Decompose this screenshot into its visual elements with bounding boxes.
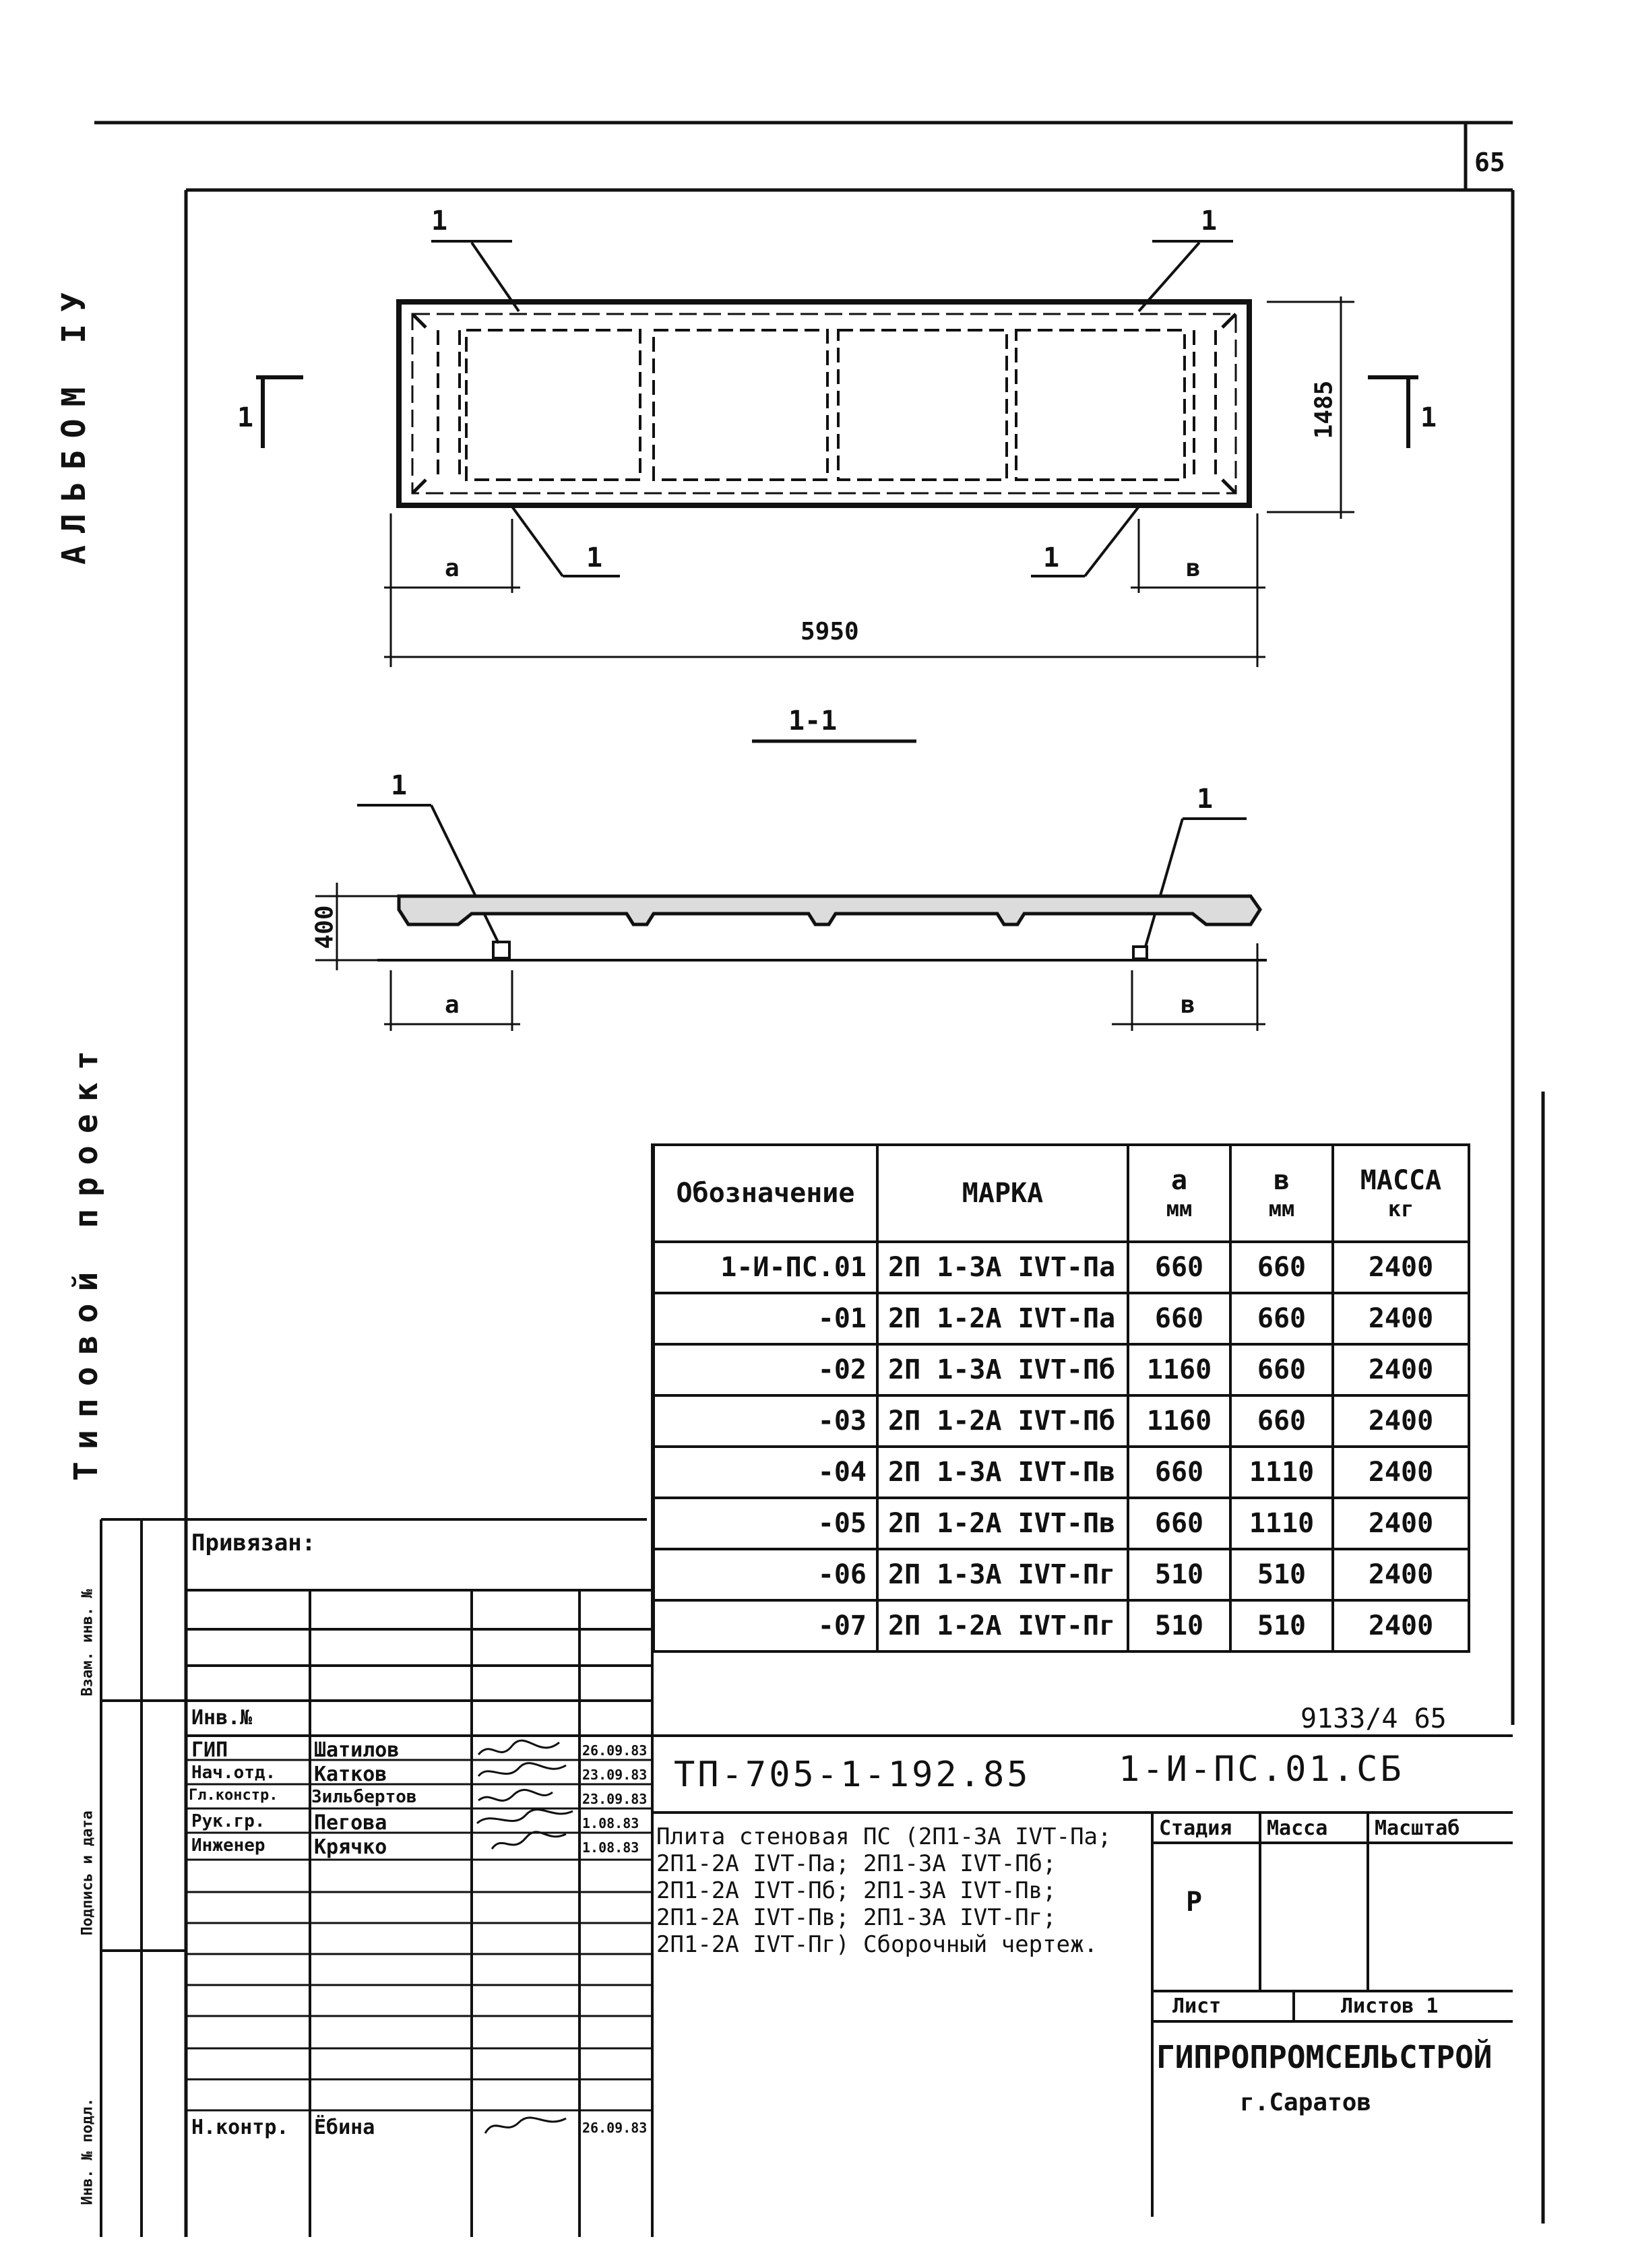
- row-mark: 2П 1-2А IVТ-Па: [877, 1293, 1128, 1344]
- inv-orig-label: Инв. № подл.: [79, 2098, 96, 2205]
- staff-name: Катков: [314, 1763, 387, 1786]
- stage-label: Стадия: [1159, 1817, 1232, 1840]
- document-code: 1-И-ПС.01.СБ: [1119, 1749, 1404, 1790]
- sign-date-label: Подпись и дата: [79, 1810, 96, 1936]
- row-designation: -02: [654, 1344, 877, 1395]
- row-b: 510: [1230, 1549, 1333, 1600]
- plan-dim-length: 5950: [801, 618, 859, 645]
- row-a: 510: [1128, 1549, 1230, 1600]
- staff-role: Гл.констр.: [189, 1787, 278, 1804]
- section-dim-a: a: [445, 991, 460, 1019]
- spec-header-designation: Обозначение: [654, 1145, 877, 1242]
- section-mark-left: 1: [237, 402, 254, 433]
- staff-role: Инженер: [191, 1835, 265, 1856]
- document-description: Плита стеновая ПС (2П1-3А IVТ-Па; 2П1-2А IVТ-Па; 2П1-3А IVТ-Пб; 2П1-2А IVТ-Пб; 2П1-3А IVТ-Пв; 2П1-2А IVТ-Пв; 2П1-3А IVТ-Пг; 2П1-2А IVТ-Пг) Сборочный чертеж.: [656, 1823, 1112, 1958]
- staff-name: Пегова: [314, 1811, 387, 1835]
- plan-dim-height: 1485: [1310, 380, 1338, 439]
- row-mass: 2400: [1333, 1242, 1469, 1293]
- sheet-label: Лист: [1172, 1994, 1222, 2018]
- privyazan-label: Привязан:: [191, 1530, 316, 1556]
- row-mass: 2400: [1333, 1447, 1469, 1498]
- row-mark: 2П 1-2А IVТ-Пб: [877, 1395, 1128, 1447]
- row-designation: -07: [654, 1600, 877, 1651]
- table-row: [654, 1498, 1469, 1549]
- row-b: 660: [1230, 1344, 1333, 1395]
- archive-number: 9133/4 65: [1300, 1703, 1447, 1734]
- row-designation: -01: [654, 1293, 877, 1344]
- n-kontr-signature: [478, 2109, 573, 2143]
- section-dim-height: 400: [311, 905, 339, 949]
- staff-date: 1.08.83: [582, 1815, 639, 1831]
- table-row: [654, 1600, 1469, 1651]
- spec-header-a: а мм: [1128, 1145, 1230, 1242]
- section-callout-1-left: 1: [391, 770, 408, 801]
- plan-dim-a: a: [445, 555, 460, 582]
- table-row: [654, 1344, 1469, 1395]
- section-mark-right: 1: [1420, 402, 1437, 433]
- row-a: 660: [1128, 1498, 1230, 1549]
- plan-callout-1-top-right: 1: [1201, 206, 1218, 237]
- row-designation: -06: [654, 1549, 877, 1600]
- row-b: 1110: [1230, 1447, 1333, 1498]
- project-type-label: Типовой проект: [67, 1038, 105, 1481]
- row-b: 660: [1230, 1293, 1333, 1344]
- sheet-number: 65: [1474, 148, 1505, 177]
- row-mass: 2400: [1333, 1344, 1469, 1395]
- inv-zam-label: Взам. инв. №: [79, 1589, 96, 1697]
- row-mark: 2П 1-2А IVТ-Пг: [877, 1600, 1128, 1651]
- spec-header-row: [654, 1145, 1469, 1242]
- plan-callout-1-bottom-left: 1: [586, 542, 603, 573]
- row-b: 660: [1230, 1395, 1333, 1447]
- table-row: [654, 1293, 1469, 1344]
- section-dim-b: в: [1181, 991, 1195, 1019]
- row-mass: 2400: [1333, 1395, 1469, 1447]
- spec-header-mass: МАССА кг: [1333, 1145, 1469, 1242]
- row-designation: -05: [654, 1498, 877, 1549]
- table-row: [654, 1447, 1469, 1498]
- spec-header-b: в мм: [1230, 1145, 1333, 1242]
- plan-callout-1-bottom-right: 1: [1043, 542, 1060, 573]
- staff-date: 1.08.83: [582, 1839, 639, 1856]
- table-row: [654, 1395, 1469, 1447]
- organization-city: г.Саратов: [1240, 2089, 1372, 2116]
- row-designation: -03: [654, 1395, 877, 1447]
- spec-header-mark: МАРКА: [877, 1145, 1128, 1242]
- staff-role: Рук.гр.: [191, 1811, 265, 1831]
- plan-dim-b: в: [1186, 555, 1201, 582]
- staff-role: ГИП: [191, 1738, 228, 1762]
- n-kontr-role: Н.контр.: [191, 2116, 289, 2139]
- row-mark: 2П 1-3А IVТ-Пб: [877, 1344, 1128, 1395]
- row-a: 1160: [1128, 1344, 1230, 1395]
- album-label: АЛЬБОМ IУ: [55, 280, 93, 565]
- staff-name: Зильбертов: [311, 1787, 417, 1807]
- signatures: [472, 1736, 579, 1860]
- table-row: [654, 1242, 1469, 1293]
- sheets-count: Листов 1: [1341, 1994, 1439, 2018]
- staff-date: 23.09.83: [582, 1767, 648, 1783]
- n-kontr-date: 26.09.83: [582, 2120, 648, 2136]
- organization-name: ГИПРОПРОМСЕЛЬСТРОЙ: [1156, 2039, 1493, 2075]
- row-a: 660: [1128, 1293, 1230, 1344]
- row-designation: 1-И-ПС.01: [654, 1242, 877, 1293]
- plan-callout-1-top-left: 1: [431, 206, 448, 237]
- row-b: 1110: [1230, 1498, 1333, 1549]
- specification-table: [652, 1143, 1470, 1653]
- row-a: 660: [1128, 1242, 1230, 1293]
- scale-label: Масштаб: [1375, 1817, 1460, 1840]
- staff-name: Шатилов: [314, 1738, 400, 1762]
- row-mass: 2400: [1333, 1293, 1469, 1344]
- row-b: 660: [1230, 1242, 1333, 1293]
- staff-date: 23.09.83: [582, 1791, 648, 1807]
- row-mass: 2400: [1333, 1549, 1469, 1600]
- table-row: [654, 1549, 1469, 1600]
- row-a: 510: [1128, 1600, 1230, 1651]
- n-kontr-name: Ёбина: [314, 2116, 375, 2139]
- section-title: 1-1: [788, 705, 838, 736]
- row-mass: 2400: [1333, 1600, 1469, 1651]
- row-mark: 2П 1-3А IVТ-Пв: [877, 1447, 1128, 1498]
- staff-name: Крячко: [314, 1835, 387, 1859]
- row-mark: 2П 1-2А IVТ-Пв: [877, 1498, 1128, 1549]
- inv-no-label: Инв.№: [191, 1706, 253, 1730]
- row-mark: 2П 1-3А IVТ-Па: [877, 1242, 1128, 1293]
- staff-date: 26.09.83: [582, 1742, 648, 1759]
- stage-value: Р: [1186, 1887, 1203, 1918]
- row-a: 660: [1128, 1447, 1230, 1498]
- row-mass: 2400: [1333, 1498, 1469, 1549]
- staff-role: Нач.отд.: [191, 1763, 276, 1783]
- project-code: ТП-705-1-192.85: [674, 1755, 1031, 1795]
- plan-view: [256, 241, 1418, 741]
- row-mark: 2П 1-3А IVТ-Пг: [877, 1549, 1128, 1600]
- row-a: 1160: [1128, 1395, 1230, 1447]
- section-callout-1-right: 1: [1197, 784, 1214, 815]
- row-designation: -04: [654, 1447, 877, 1498]
- row-b: 510: [1230, 1600, 1333, 1651]
- mass-label: Масса: [1267, 1817, 1328, 1840]
